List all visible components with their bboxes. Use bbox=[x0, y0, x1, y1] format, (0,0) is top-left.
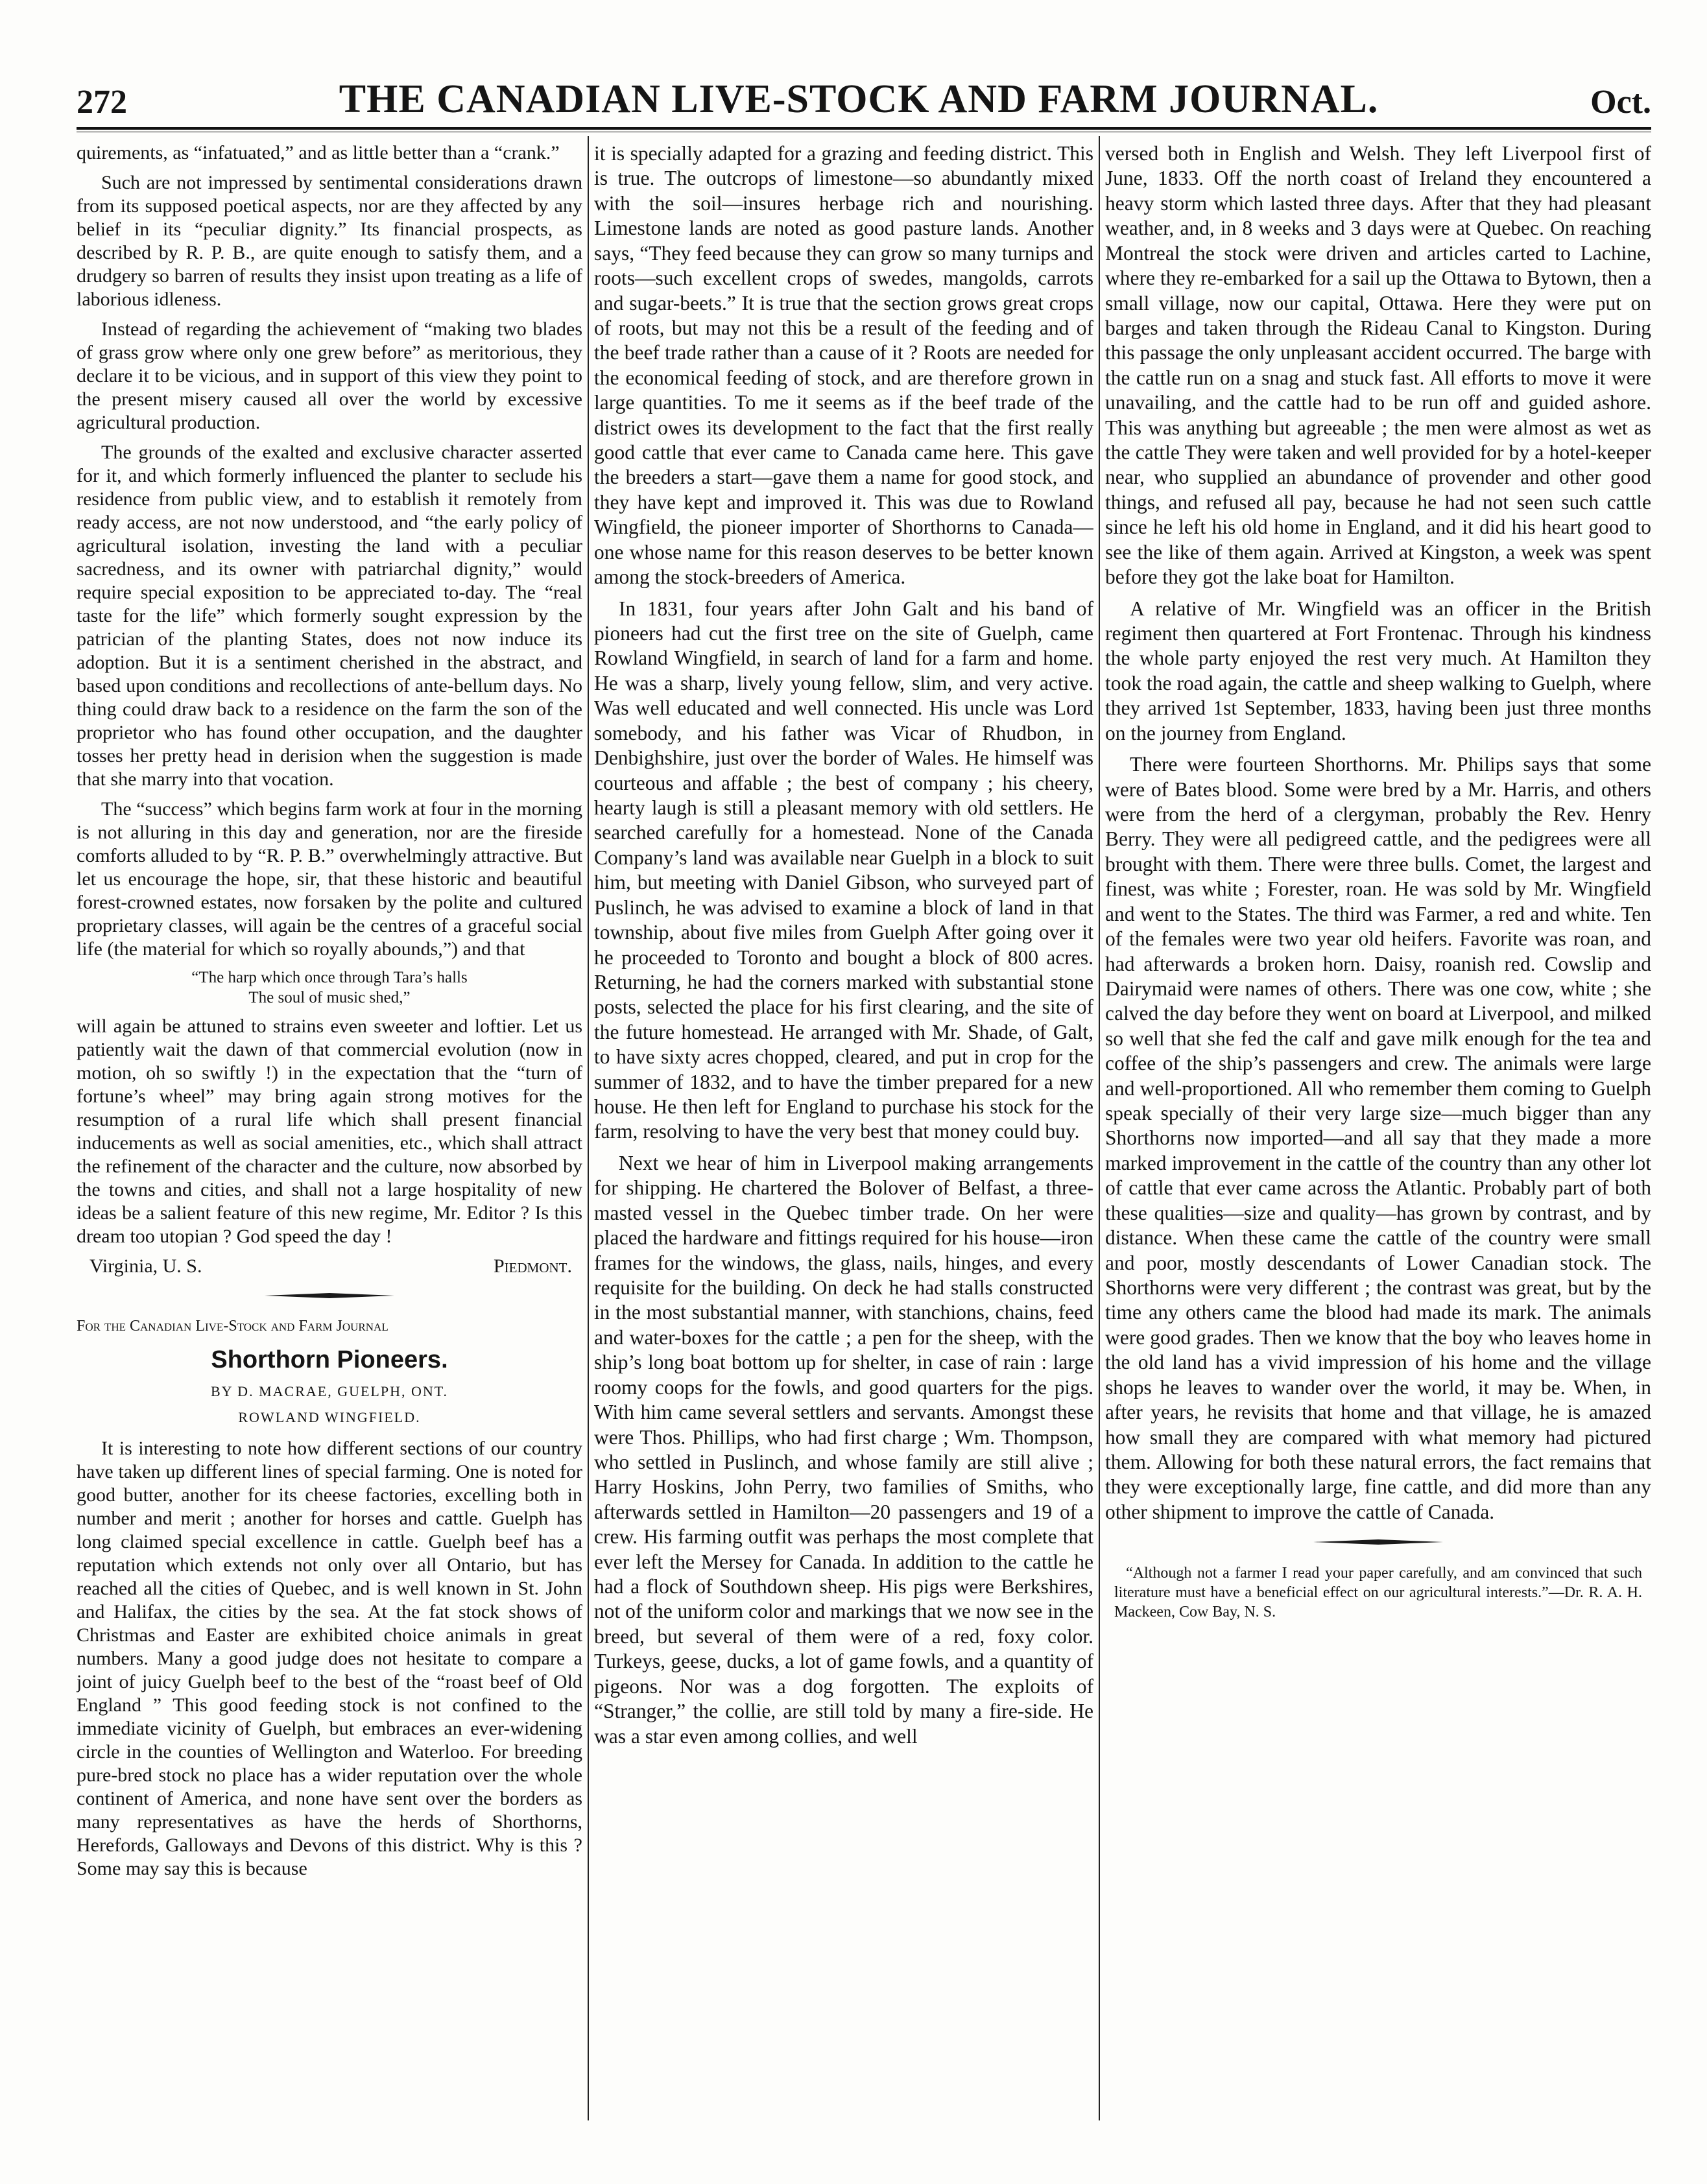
verse-line: “The harp which once through Tara’s halls bbox=[191, 969, 468, 986]
paragraph: Instead of regarding the achievement of “making two blades of grass grow where only one grew before” as meritorious, they declare it to be vicious, and in support of this view they point to the present misery caused all over the world by excessive agricultural production. bbox=[77, 318, 582, 433]
paragraph: In 1831, four years after John Galt and his band of pioneers had cut the first tree on the site of Guelph, came Rowland Wingfield, in search of land for a farm and home. He was a sharp, lively young fellow, slim, and very active. Was well educated and well connected. His uncle was Lord somebody, and his father was Vicar of Rhudbon, in Denbighshire, just over the border of Wales. He himself was courteous and affable ; the best of company ; his cheery, hearty laugh is still a pleasant memory with old settlers. He searched carefully for a homestead. None of the Canada Company’s land was available near Guelph in a block to suit him, but meeting with Daniel Gibson, who surveyed part of Puslinch, he was advised to examine a block of land in that township, about five miles from Guelph After going over it he proceeded to Toronto and bought a block of 800 acres. Returning, he had the corners marked with substantial stone posts, selected the place for his first clearing, and the site of the future homestead. He arranged with Mr. Shade, of Galt, to have sixty acres chopped, cleared, and put in crop for the summer of 1832, and to have the timber prepared for a new house. He then left for England to purchase his stock for the farm, resolving to have the very best that money could buy. bbox=[594, 597, 1093, 1143]
header-rule bbox=[77, 127, 1651, 132]
column-1 bbox=[77, 141, 582, 2119]
article-title: Shorthorn Pioneers. bbox=[211, 1346, 448, 1374]
article-byline: BY D. MACRAE, GUELPH, ONT. bbox=[210, 1383, 449, 1399]
letter-signoff bbox=[77, 1255, 582, 1278]
paragraph: Next we hear of him in Liverpool making arrangements for shipping. He chartered the Bolover of Belfast, a three-masted vessel in the Quebec timber trade. On her were placed the hardware and fittings required for his house—iron frames for the windows, the glass, nails, hinges, and every requisite for the building. On deck he had stalls constructed in the most substantial manner, with stanchions, chains, feed and water-boxes for the cattle ; a pen for the sheep, with the ship’s long boat bottom up for shelter, in case of rain : large roomy coops for the fowls, and good quarters for the pigs. With him came several settlers and servants. Amongst these were Thos. Phillips, who had first charge ; Wm. Thompson, who settled in Puslinch, and whose family are still alive ; Harry Hoskins, John Perry, two families of Smiths, who afterwards settled in Hamilton—20 passengers and 19 of a crew. His farming outfit was perhaps the most complete that ever left the Mersey for Canada. In addition to the cattle he had a flock of Southdown sheep. His pigs were Berkshires, not of the uniform color and markings that we now see in the breed, but several of them were of a red, foxy color. Turkeys, geese, ducks, a lot of game fowls, and a quantity of pigeons. Nor was a dog forgotten. The exploits of “Stranger,” the collie, are still told by many a fire-side. He was a star even among collies, and well bbox=[594, 1151, 1093, 1748]
journal-masthead: THE CANADIAN LIVE-STOCK AND FARM JOURNAL. bbox=[339, 77, 1379, 121]
paragraph: Such are not impressed by sentimental considerations drawn from its supposed poetical aspects, nor are they affected by any belief in its “peculiar dignity.” Its financial prospects, as described by R. P. B., are quite enough to satisfy them, and a drudgery so barren of results they insist upon treating as a life of laborious idleness. bbox=[77, 172, 582, 310]
column-divider bbox=[1099, 136, 1100, 2120]
paragraph: The grounds of the exalted and exclusive character asserted for it, and which formerly influenced the planter to seclude his residence from public view, and to establish it remotely from ready access, are not now understood, and “the early policy of agricultural isolation, investing the land with a peculiar sacredness, and its owner with patriarchal dignity,” would require special exposition to be appreciated to-day. The “real taste for the life” which formerly sought expression by the patrician of the planting States, does not now induce its adoption. But it is a sentiment cherished in the abstract, and based upon conditions and recollections of ante-bellum days. No thing could draw back to a residence on the farm the son of the proprietor who has found other occupation, and the daughter tosses her pretty head in derision when the suggestion is made that she marry into that vocation. bbox=[77, 442, 582, 790]
paragraph: There were fourteen Shorthorns. Mr. Philips says that some were of Bates blood. Some were bred by a Mr. Harris, and others were from the herd of a clergyman, probably the Rev. Henry Berry. They were all pedigreed cattle, and the pedigrees were all brought with them. There were three bulls. Comet, the largest and finest, was white ; Forester, roan. He was sold by Mr. Wingfield and went to the States. The third was Farmer, a red and white. Ten of the females were two year old heifers. Favorite was roan, and had afterwards a broken horn. Daisy, roanish red. Cowslip and Dairymaid were names of others. There was one cow, white ; she calved the day before they went on board at Liverpool, and milked so well that she fed the calf and gave milk enough for the tea and coffee of the ship’s passengers and crew. The animals were large and well-proportioned. All who remember them coming to Guelph speak specially of their very large size—much bigger than any Shorthorns now imported—and all say that they made a more marked improvement in the cattle of the country than any other lot of cattle that ever came across the Atlantic. Probably part of both these qualities—size and quality—has grown by contrast, and by distance. When these came the cattle of the country were small and poor, mostly descendants of Lower Canadian stock. The Shorthorns were very different ; the contrast was great, but by the time any others came the blood had made its mark. The animals were good grades. Then we know that the boy who leaves home in the old land has a vivid impression of his home and the village shops he leaves to wander over the world, it may be. When, in after years, he revisits that home and that village, he is amazed how small they are compared with what memory had pictured them. Allowing for both these natural errors, the fact remains that they were exceptionally large, fine cattle, and did more than any other shipment to improve the cattle of Canada. bbox=[1105, 753, 1651, 1523]
paragraph: The “success” which begins farm work at four in the morning is not alluring in this day and generation, nor are the fireside comforts alluded to by “R. P. B.” overwhelmingly attractive. But let us encourage the hope, sir, that these historic and beautiful forest-crowned estates, now forsaken by the polite and cultured proprietary classes, will again be the centres of a graceful social life (the material for which so royally abounds,”) and that bbox=[77, 798, 582, 960]
page-header bbox=[77, 60, 1651, 119]
verse-line: The soul of music shed,” bbox=[248, 989, 411, 1007]
reader-testimonial: “Although not a farmer I read your paper carefully, and am convinced that such literature must have a beneficial effect on our agricultural interests.”—Dr. R. A. H. Mackeen, Cow Bay, N. S. bbox=[1114, 1565, 1642, 1621]
signoff-signer: Piedmont. bbox=[493, 1255, 572, 1277]
article-subtitle: ROWLAND WINGFIELD. bbox=[238, 1409, 421, 1426]
article-source: For the Canadian Live-Stock and Farm Journal bbox=[77, 1317, 388, 1335]
page-number: 272 bbox=[77, 84, 127, 121]
paragraph: It is interesting to note how different sections of our country have taken up different lines of special farming. One is noted for good butter, another for its cheese factories, excelling both in number and merit ; another for horses and cattle. Guelph has long claimed special excellence in cattle. Guelph beef has a reputation which extends not only over all Ontario, but has reached all the cities of Quebec, and is well known in St. John and Halifax, the cities by the sea. At the fat stock shows of Christmas and Easter are exhibited choice animals in great numbers. Many a good judge does not hesitate to compare a joint of juicy Guelph beef to the best of the “roast beef of Old England ” This good feeding stock is not confined to the immediate vicinity of Guelph, but embraces an ever-widening circle in the counties of Wellington and Waterloo. For breeding pure-bred stock no place has a wider reputation over the whole continent of America, and none have sent over the borders as many representatives as have the herds of Shorthorns, Herefords, Galloways and Devons of this district. Why is this ? Some may say this is because bbox=[77, 1437, 582, 1879]
column-2 bbox=[594, 141, 1093, 2119]
issue-month: Oct. bbox=[1590, 84, 1651, 121]
paragraph: versed both in English and Welsh. They left Liverpool first of June, 1833. Off the north coast of Ireland they encountered a heavy storm which lasted three days. After that they had pleasant weather, and, in 8 weeks and 3 days were at Quebec. On reaching Montreal the stock were driven and articles carted to Lachine, where they re-embarked for a sail up the Ottawa to Bytown, then a small village, now our capital, Ottawa. Here they were put on barges and taken through the Rideau Canal to Kingston. During this passage the only unpleasant accident occurred. The barge with the cattle run on a snag and stuck fast. All efforts to move it were unavailing, and the cattle had to be run off and guided ashore. This was anything but agreeable ; the men were almost as wet as the cattle They were taken and well provided for by a hotel-keeper near, who supplied an abundance of provender and other good things, and refused all pay, because he had not seen such cattle since he left his old home in England, and it did his heart good to see the like of them again. Arrived at Kingston, a week was spent before they got the lake boat for Hamilton. bbox=[1105, 142, 1651, 589]
paragraph: it is specially adapted for a grazing and feeding district. This is true. The outcrops of limestone—so abundantly mixed with the soil—insures herbage rich and nourishing. Limestone lands are noted as good pasture lands. Another says, “They feed because they can grow so many turnips and roots—such excellent crops of swedes, mangolds, carrots and sugar-beets.” It is true that the section grows great crops of roots, but may not this be a result of the feeding and of the beef trade rather than a cause of it ? Roots are needed for the economical feeding of stock, and are therefore grown in large quantities. To me it seems as if the beef trade of the district owes its development to the fact that the first really good cattle that ever came to Canada came here. This gave the breeders a start—gave them a name for good stock, and they have kept and improved it. This was due to Rowland Wingfield, the pioneer importer of Shorthorns to Canada—one whose name for this reason deserves to be better known among the stock-breeders of America. bbox=[594, 142, 1093, 589]
section-divider-ornament bbox=[1313, 1537, 1443, 1547]
paragraph: will again be attuned to strains even sweeter and loftier. Let us patiently wait the dawn of that commercial evolution (now in motion, oh so swiftly !) in the expectation that the “turn of fortune’s wheel” may bring again strong motives for the resumption of a rural life which shall present financial inducements as well as social amenities, etc., which shall attract the refinement of the character and the culture, now absorbed by the towns and cities, and shall not a large hospitality of new ideas be a salient feature of this new regime, Mr. Editor ? Is this dream too utopian ? God speed the day ! bbox=[77, 1015, 582, 1247]
verse-quote bbox=[77, 967, 582, 1008]
paragraph: A relative of Mr. Wingfield was an officer in the British regiment then quartered at Fort Frontenac. Through his kindness the whole party enjoyed the rest very much. At Hamilton they took the road again, the cattle and sheep walking to Guelph, where they arrived 1st September, 1833, having been just three months on the journey from England. bbox=[1105, 597, 1651, 744]
paragraph: quirements, as “infatuated,” and as little better than a “crank.” bbox=[77, 142, 560, 163]
column-divider bbox=[588, 136, 589, 2120]
signoff-place: Virginia, U. S. bbox=[90, 1255, 202, 1277]
section-divider-ornament bbox=[265, 1291, 394, 1300]
column-3 bbox=[1105, 141, 1651, 2119]
